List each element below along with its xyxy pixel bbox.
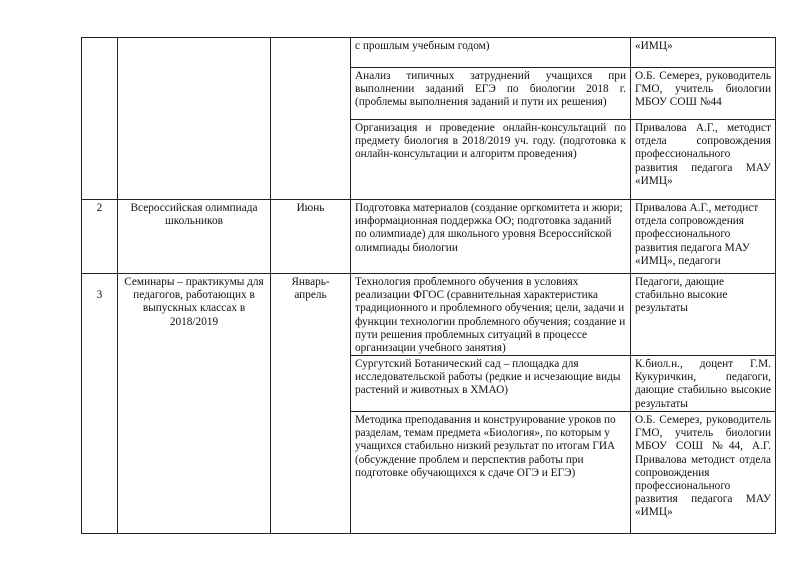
row3-name-cell: Семинары – практикумы для педагогов, работающих в выпускных классах в 2018/2019 [117,273,271,534]
event-topic: Организация и проведение онлайн-консультаций по предмету биология в 2018/2019 уч. году. (подготовка к онлайн-консультации и алгоритм проведения) [350,119,631,200]
row2-name-cell: Всероссийская олимпиада школьников [117,199,271,274]
row2-period-cell: Июнь [270,199,351,274]
row3-number-cell: 3 [81,273,118,534]
event-topic: Подготовка материалов (создание оргкомитета и жюри; информационная поддержка ОО; подготовка заданий по олимпиаде) для школьного уровня Всероссийской олимпиады биологии [350,199,631,274]
event-topic: Методика преподавания и конструирование уроков по разделам, темам предмета «Биология», по которым у учащихся стабильно низкий результат по итогам ГИА (обсуждение проблем и перспектив работы при подготовке обучающихся к сдаче ОГЭ и ЕГЭ) [350,411,631,534]
event-topic: с прошлым учебным годом) [350,37,631,68]
event-topic: Анализ типичных затруднений учащихся при выполнении заданий ЕГЭ по биологии 2018 г. (проблемы выполнения заданий и пути их решения) [350,67,631,120]
event-responsible: Педагоги, дающие стабильно высокие результаты [630,273,776,356]
row1-name-cell [117,37,271,200]
row2-number-cell: 2 [81,199,118,274]
event-responsible: О.Б. Семерез, руководитель ГМО, учитель биологии МБОУ СОШ №44, А.Г. Привалова методист отдела сопровождения профессионального развития педагога МАУ «ИМЦ» [630,411,776,534]
row1-period-cell [270,37,351,200]
event-responsible: «ИМЦ» [630,37,776,68]
row1-number-cell [81,37,118,200]
event-responsible: Привалова А.Г., методист отдела сопровождения профессионального развития педагога МАУ «ИМЦ», педагоги [630,199,776,274]
row3-period-cell: Январь-апрель [270,273,351,534]
event-responsible: Привалова А.Г., методист отдела сопровождения профессионального развития педагога МАУ «ИМЦ» [630,119,776,200]
event-topic: Сургутский Ботанический сад – площадка для исследовательской работы (редкие и исчезающие виды растений и животных в ХМАО) [350,355,631,412]
event-responsible: К.биол.н., доцент Г.М. Кукуричкин, педагоги, дающие стабильно высокие результаты [630,355,776,412]
event-topic: Технология проблемного обучения в условиях реализации ФГОС (сравнительная характеристика традиционного и проблемного обучения; цели, задачи и функции технологии проблемного обучения; создание и пути решения проблемных ситуаций в процессе организации учебного занятия) [350,273,631,356]
event-responsible: О.Б. Семерез, руководитель ГМО, учитель биологии МБОУ СОШ №44 [630,67,776,120]
